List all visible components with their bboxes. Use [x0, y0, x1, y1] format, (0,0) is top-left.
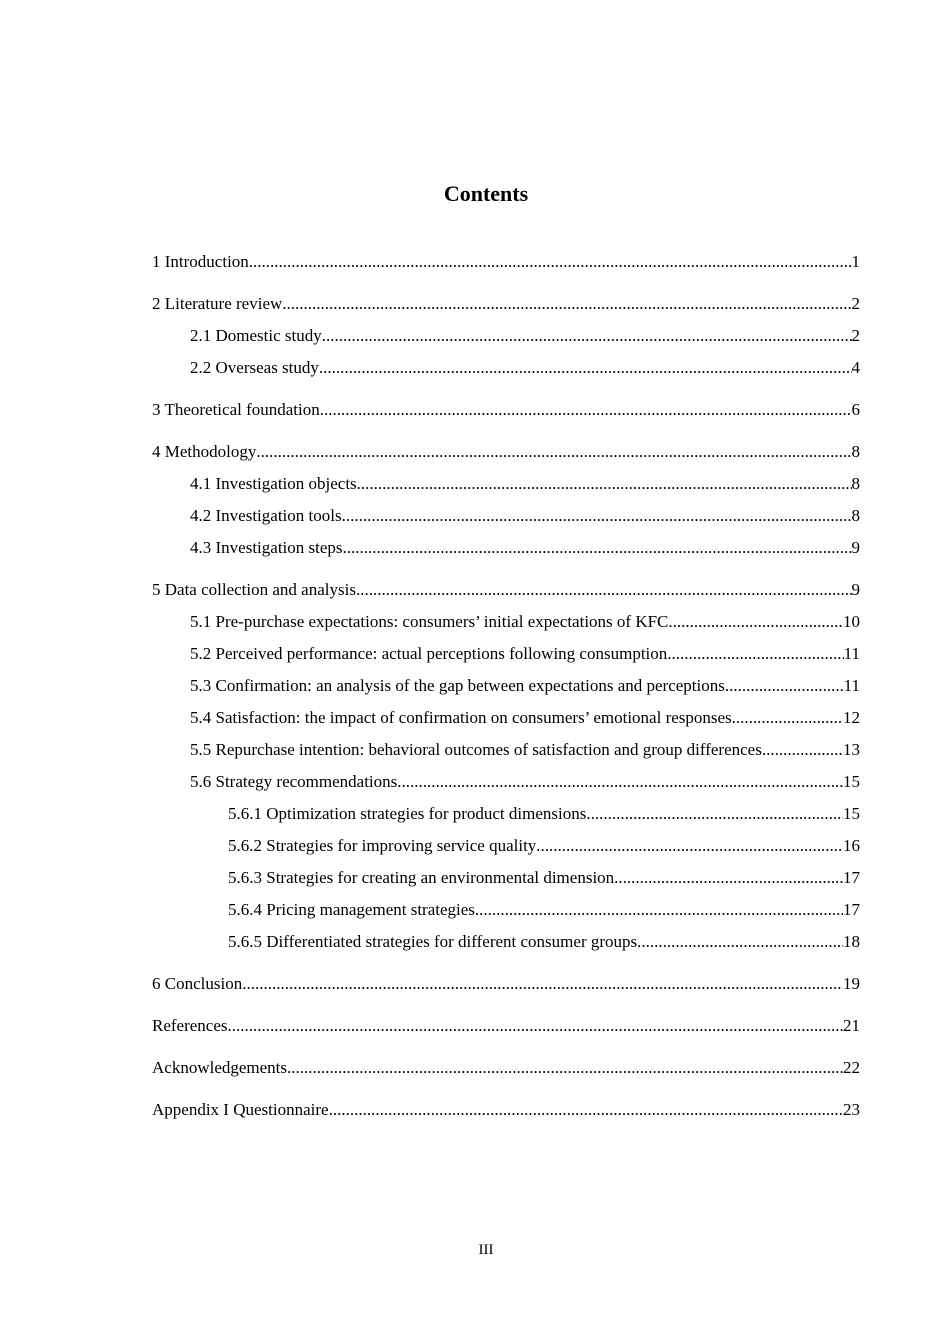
toc-entry-page: 11 — [843, 644, 860, 663]
toc-entry[interactable] — [152, 638, 860, 670]
toc-entry-label: 5.6.1 Optimization strategies for product dimensions — [228, 804, 587, 823]
toc-entry[interactable] — [152, 436, 860, 468]
toc-dot-leader — [725, 670, 844, 702]
page-title: Contents — [443, 181, 529, 206]
toc-entry-page: 16 — [843, 836, 860, 855]
toc-entry-page: 19 — [843, 974, 860, 993]
toc-entry-label: 5.3 Confirmation: an analysis of the gap between expectations and perceptions — [190, 676, 725, 695]
toc-entry[interactable] — [152, 798, 860, 830]
toc-dot-leader — [732, 702, 843, 734]
toc-entry[interactable] — [152, 532, 860, 564]
toc-dot-leader — [637, 926, 843, 958]
toc-entry-label: 5.6.3 Strategies for creating an environmental dimension — [228, 868, 615, 887]
toc-dot-leader — [356, 574, 852, 606]
toc-entry-page: 23 — [843, 1100, 860, 1119]
toc-entry-page: 21 — [843, 1016, 860, 1035]
toc-entry-label: Acknowledgements — [152, 1058, 288, 1077]
toc-entry[interactable] — [152, 830, 860, 862]
toc-entry-page: 9 — [851, 580, 860, 599]
toc-entry-label: 5.5 Repurchase intention: behavioral outcomes of satisfaction and group differences — [190, 740, 762, 759]
table-of-contents — [152, 246, 860, 1126]
toc-entry[interactable] — [152, 574, 860, 606]
toc-entry-label: 4.2 Investigation tools — [190, 506, 342, 525]
toc-dot-leader — [668, 606, 843, 638]
toc-entry-page: 11 — [843, 676, 860, 695]
toc-entry-label: 5.6.5 Differentiated strategies for different consumer groups — [228, 932, 638, 951]
toc-dot-leader — [320, 394, 852, 426]
toc-dot-leader — [256, 436, 851, 468]
toc-entry-page: 17 — [843, 900, 860, 919]
toc-entry-label: 5.6 Strategy recommendations — [190, 772, 398, 791]
toc-entry-page: 18 — [843, 932, 860, 951]
toc-entry-page: 8 — [851, 442, 860, 461]
toc-entry[interactable] — [152, 702, 860, 734]
toc-entry[interactable] — [152, 734, 860, 766]
toc-entry-page: 2 — [851, 326, 860, 345]
toc-dot-leader — [287, 1052, 843, 1084]
toc-entry-page: 9 — [851, 538, 860, 557]
toc-entry[interactable] — [152, 288, 860, 320]
toc-dot-leader — [536, 830, 843, 862]
toc-dot-leader — [249, 246, 852, 278]
toc-entry-page: 4 — [851, 358, 860, 377]
toc-entry-label: 3 Theoretical foundation — [152, 400, 320, 419]
toc-entry-label: 5.6.4 Pricing management strategies — [228, 900, 475, 919]
toc-entry[interactable] — [152, 394, 860, 426]
toc-dot-leader — [397, 766, 843, 798]
toc-dot-leader — [242, 968, 843, 1000]
toc-dot-leader — [762, 734, 843, 766]
toc-dot-leader — [282, 288, 851, 320]
toc-entry-label: 2.1 Domestic study — [190, 326, 322, 345]
toc-entry[interactable] — [152, 1052, 860, 1084]
toc-entry-page: 17 — [843, 868, 860, 887]
toc-entry-page: 2 — [851, 294, 860, 313]
toc-entry-label: 1 Introduction — [152, 252, 249, 271]
toc-entry-label: 5.6.2 Strategies for improving service quality — [228, 836, 537, 855]
toc-entry-page: 8 — [851, 474, 860, 493]
toc-entry-label: Appendix I Questionnaire — [152, 1100, 329, 1119]
toc-dot-leader — [329, 1094, 843, 1126]
toc-entry-page: 13 — [843, 740, 860, 759]
toc-entry[interactable] — [152, 926, 860, 958]
toc-entry-label: References — [152, 1016, 228, 1035]
toc-entry-label: 5.2 Perceived performance: actual perceptions following consumption — [190, 644, 668, 663]
toc-dot-leader — [342, 500, 852, 532]
toc-entry[interactable] — [152, 862, 860, 894]
toc-entry[interactable] — [152, 246, 860, 278]
toc-entry-label: 6 Conclusion — [152, 974, 243, 993]
toc-dot-leader — [614, 862, 843, 894]
toc-entry-page: 1 — [851, 252, 860, 271]
toc-entry[interactable] — [152, 894, 860, 926]
toc-entry-label: 2 Literature review — [152, 294, 283, 313]
toc-entry[interactable] — [152, 320, 860, 352]
toc-entry-label: 4 Methodology — [152, 442, 257, 461]
toc-dot-leader — [322, 320, 852, 352]
toc-entry[interactable] — [152, 968, 860, 1000]
toc-dot-leader — [475, 894, 843, 926]
toc-dot-leader — [319, 352, 852, 384]
toc-entry[interactable] — [152, 352, 860, 384]
toc-entry-page: 10 — [843, 612, 860, 631]
toc-entry[interactable] — [152, 1094, 860, 1126]
toc-dot-leader — [228, 1010, 843, 1042]
toc-entry[interactable] — [152, 468, 860, 500]
toc-entry-label: 2.2 Overseas study — [190, 358, 319, 377]
toc-entry-page: 15 — [843, 804, 860, 823]
toc-dot-leader — [343, 532, 852, 564]
toc-entry-page: 12 — [843, 708, 860, 727]
toc-entry-page: 15 — [843, 772, 860, 791]
toc-entry[interactable] — [152, 670, 860, 702]
toc-entry-page: 22 — [843, 1058, 860, 1077]
toc-entry-page: 8 — [851, 506, 860, 525]
toc-entry-label: 5 Data collection and analysis — [152, 580, 356, 599]
toc-entry[interactable] — [152, 606, 860, 638]
toc-entry-label: 5.1 Pre-purchase expectations: consumers’ initial expectations of KFC — [190, 612, 669, 631]
toc-entry-label: 4.1 Investigation objects — [190, 474, 357, 493]
toc-entry[interactable] — [152, 766, 860, 798]
toc-entry-label: 5.4 Satisfaction: the impact of confirmation on consumers’ emotional responses — [190, 708, 732, 727]
toc-entry[interactable] — [152, 1010, 860, 1042]
toc-dot-leader — [357, 468, 852, 500]
toc-dot-leader — [586, 798, 843, 830]
toc-dot-leader — [667, 638, 843, 670]
toc-entry-label: 4.3 Investigation steps — [190, 538, 343, 557]
toc-entry[interactable] — [152, 500, 860, 532]
toc-entry-page: 6 — [851, 400, 860, 419]
page-number: III — [478, 1242, 494, 1258]
